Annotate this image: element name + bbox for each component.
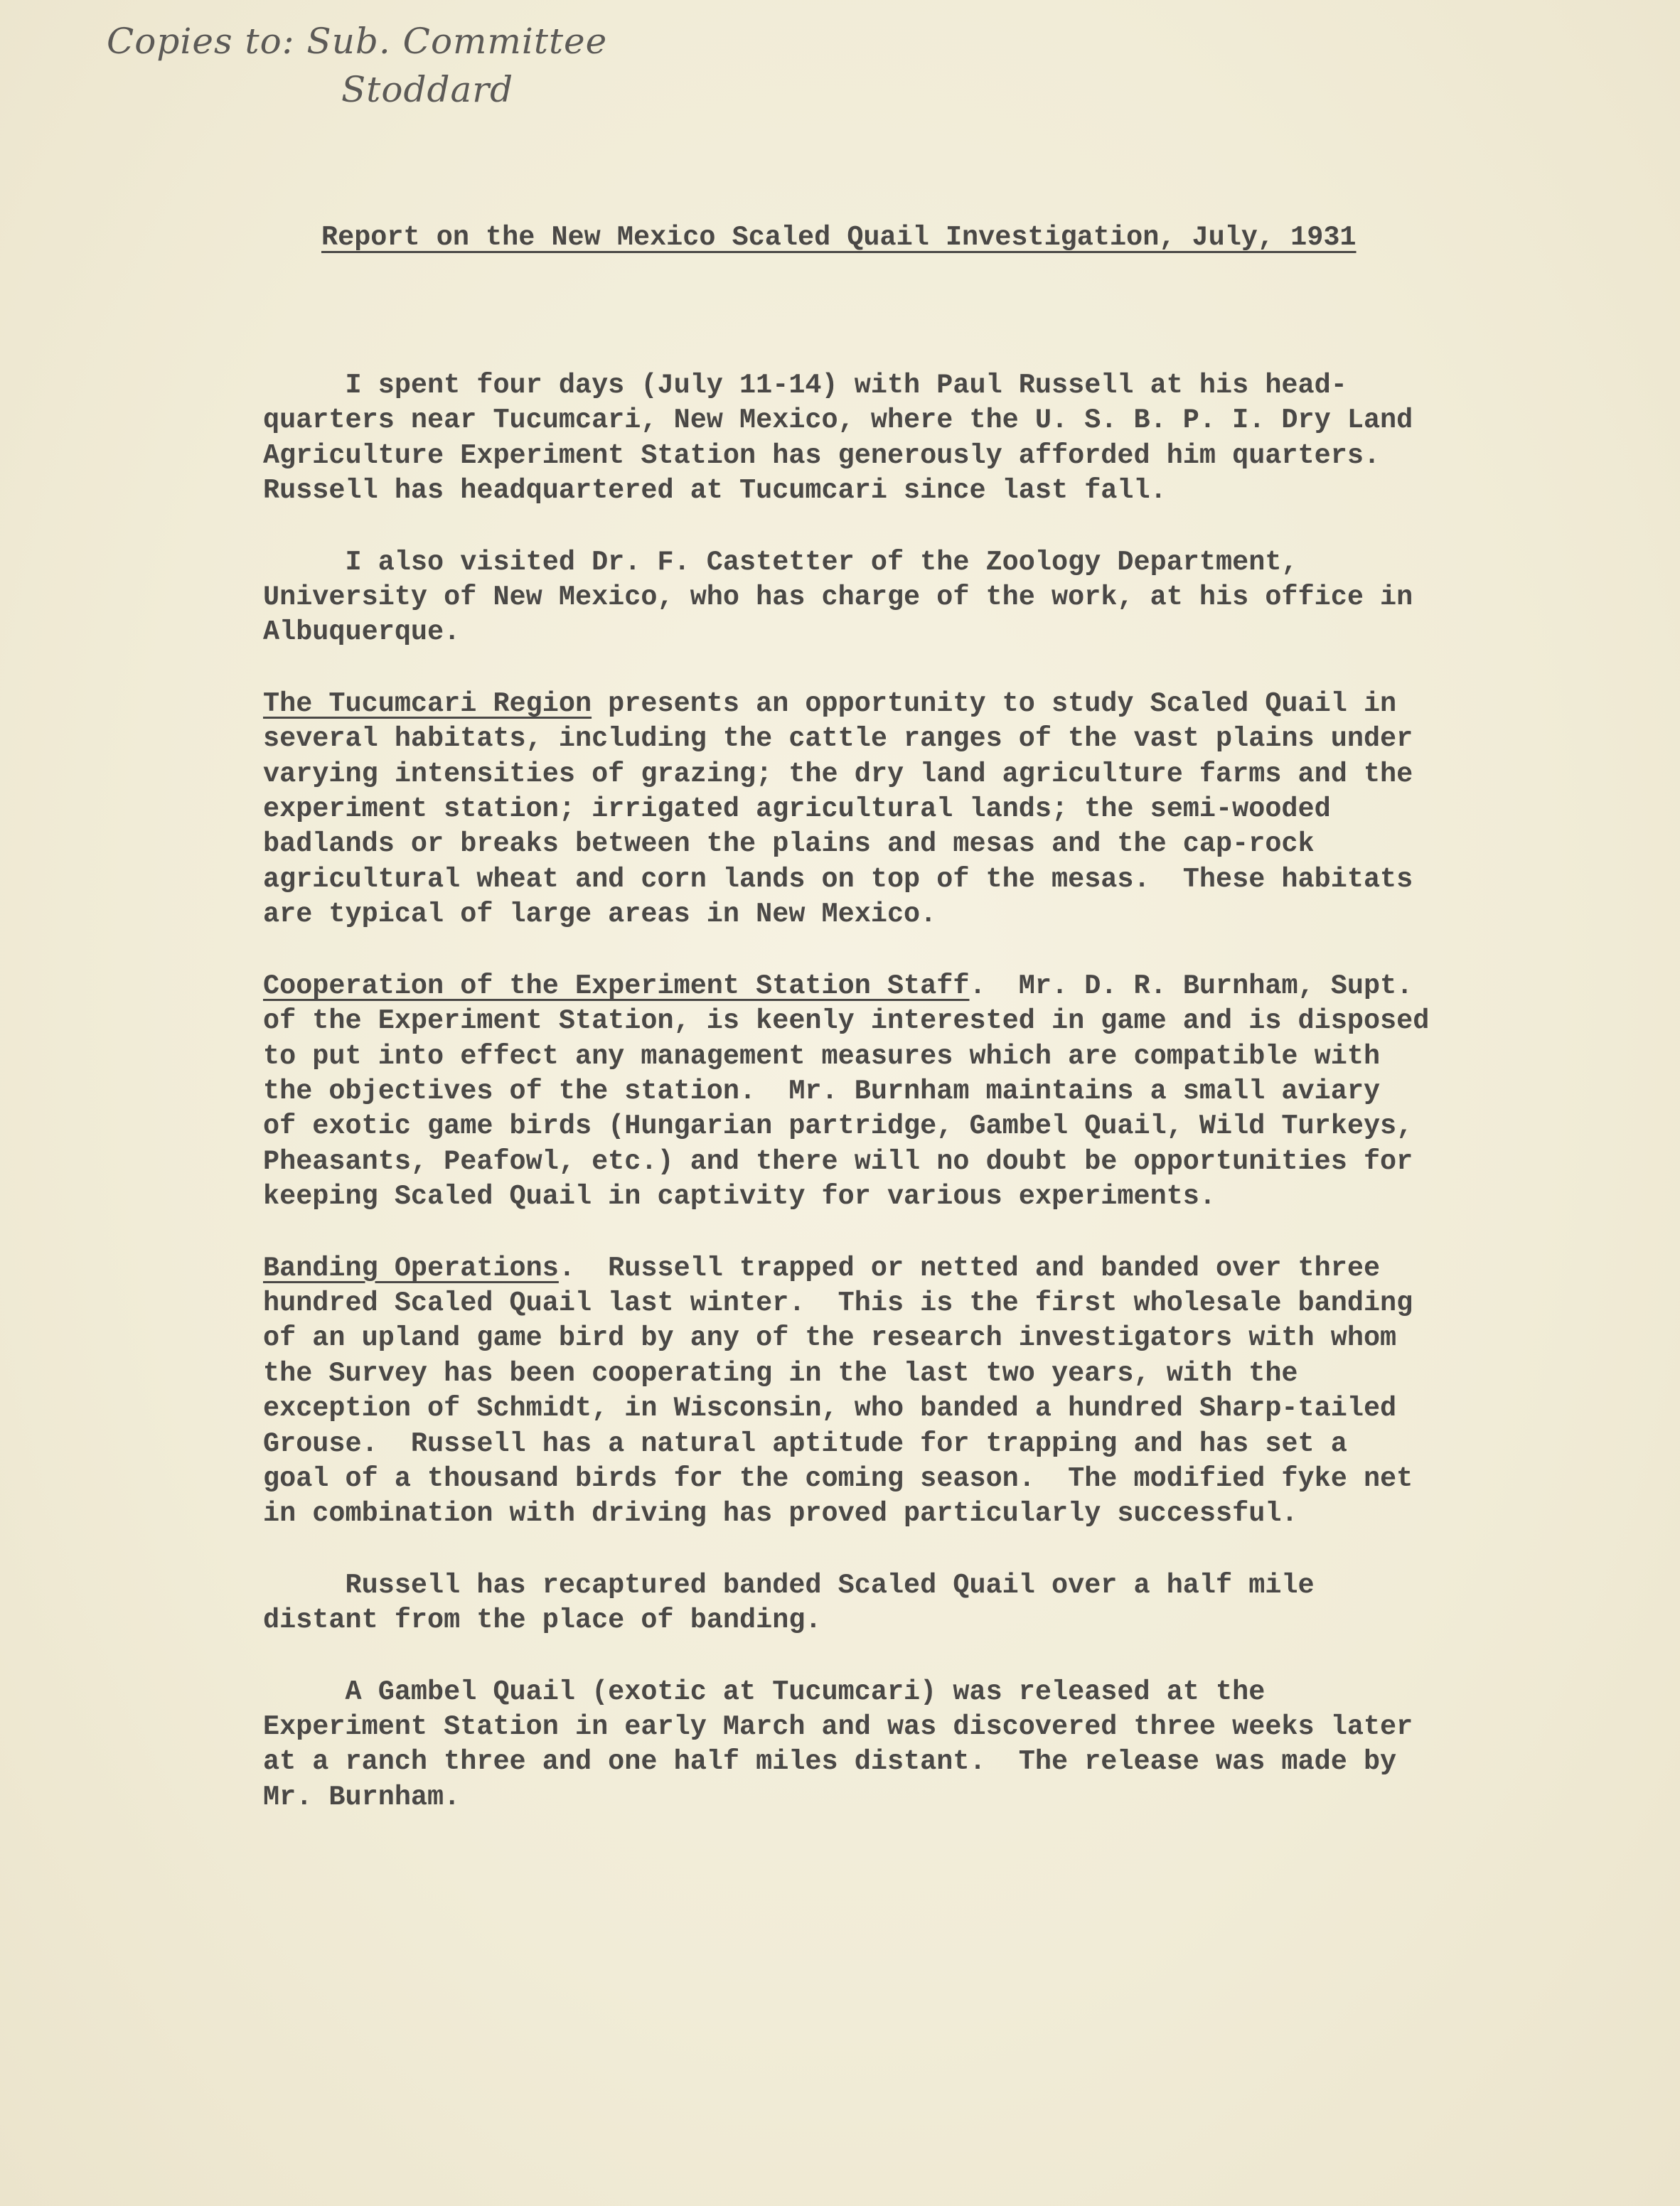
text-line: exception of Schmidt, in Wisconsin, who banded a hundred Sharp-tailed	[263, 1393, 1397, 1425]
section-heading-banding: Banding Operations	[263, 1252, 559, 1284]
text-line: in combination with driving has proved particularly successful.	[263, 1498, 1298, 1530]
text-line: University of New Mexico, who has charge of the work, at his office in	[263, 582, 1413, 614]
text-line: I also visited Dr. F. Castetter of the Zoology Department,	[263, 546, 1298, 578]
text-line: Agriculture Experiment Station has generously afforded him quarters.	[263, 439, 1381, 471]
section-heading-tucumcari-region: The Tucumcari Region	[263, 687, 592, 719]
text-line: keeping Scaled Quail in captivity for various experiments.	[263, 1181, 1216, 1213]
text-line: of an upland game bird by any of the research investigators with whom	[263, 1322, 1397, 1354]
text-line: of the Experiment Station, is keenly interested in game and is disposed	[263, 1005, 1430, 1037]
text-line: the objectives of the station. Mr. Burnham maintains a small aviary	[263, 1075, 1381, 1107]
handwritten-line-1: Copies to: Sub. Committee	[107, 21, 608, 62]
report-body	[263, 368, 1543, 1815]
text-line: Pheasants, Peafowl, etc.) and there will no doubt be opportunities for	[263, 1145, 1413, 1177]
paragraph-gambel-release	[263, 1675, 1543, 1816]
paragraph-castetter	[263, 545, 1543, 650]
text-line: hundred Scaled Quail last winter. This is the first wholesale banding	[263, 1287, 1413, 1319]
text-line: Albuquerque.	[263, 616, 461, 648]
text-line: distant from the place of banding.	[263, 1605, 822, 1637]
text-line: to put into effect any management measures which are compatible with	[263, 1040, 1381, 1072]
text-line: I spent four days (July 11-14) with Paul Russell at his head-	[263, 370, 1347, 401]
text-line: The Tucumcari Region presents an opportunity to study Scaled Quail in	[263, 687, 1397, 719]
text-line: of exotic game birds (Hungarian partridge, Gambel Quail, Wild Turkeys,	[263, 1110, 1413, 1142]
text-line: Experiment Station in early March and was discovered three weeks later	[263, 1711, 1413, 1742]
report-title: Report on the New Mexico Scaled Quail Investigation, July, 1931	[321, 222, 1357, 253]
text-line: Mr. Burnham.	[263, 1781, 461, 1813]
section-heading-cooperation: Cooperation of the Experiment Station Staff	[263, 970, 970, 1002]
handwritten-copies-note	[107, 17, 607, 114]
text-line: the Survey has been cooperating in the last two years, with the	[263, 1357, 1298, 1389]
text-line: badlands or breaks between the plains and mesas and the cap-rock	[263, 828, 1315, 860]
paragraph-visit	[263, 368, 1543, 509]
text-line: quarters near Tucumcari, New Mexico, where the U. S. B. P. I. Dry Land	[263, 405, 1413, 437]
text-line: experiment station; irrigated agricultural lands; the semi-wooded	[263, 793, 1331, 825]
text-line: are typical of large areas in New Mexico.	[263, 899, 937, 931]
text-line: several habitats, including the cattle ranges of the vast plains under	[263, 723, 1413, 755]
paragraph-tucumcari-region	[263, 687, 1543, 933]
handwritten-line-2: Stoddard	[341, 69, 514, 110]
text-line: Grouse. Russell has a natural aptitude for trapping and has set a	[263, 1428, 1347, 1460]
text-line: goal of a thousand birds for the coming season. The modified fyke net	[263, 1462, 1413, 1494]
text-line: varying intensities of grazing; the dry land agriculture farms and the	[263, 758, 1413, 790]
paragraph-recapture	[263, 1568, 1543, 1639]
paragraph-cooperation	[263, 969, 1543, 1215]
text-line: Russell has recaptured banded Scaled Quail over a half mile	[263, 1569, 1315, 1601]
paragraph-banding	[263, 1251, 1543, 1532]
text-line: Cooperation of the Experiment Station Staff. Mr. D. R. Burnham, Supt.	[263, 970, 1413, 1002]
text-line: Russell has headquartered at Tucumcari since last fall.	[263, 475, 1167, 507]
text-line: Banding Operations. Russell trapped or netted and banded over three	[263, 1252, 1381, 1284]
text-line: A Gambel Quail (exotic at Tucumcari) was released at the	[263, 1676, 1266, 1708]
text-line: at a ranch three and one half miles distant. The release was made by	[263, 1746, 1397, 1778]
text-line: agricultural wheat and corn lands on top of the mesas. These habitats	[263, 863, 1413, 895]
